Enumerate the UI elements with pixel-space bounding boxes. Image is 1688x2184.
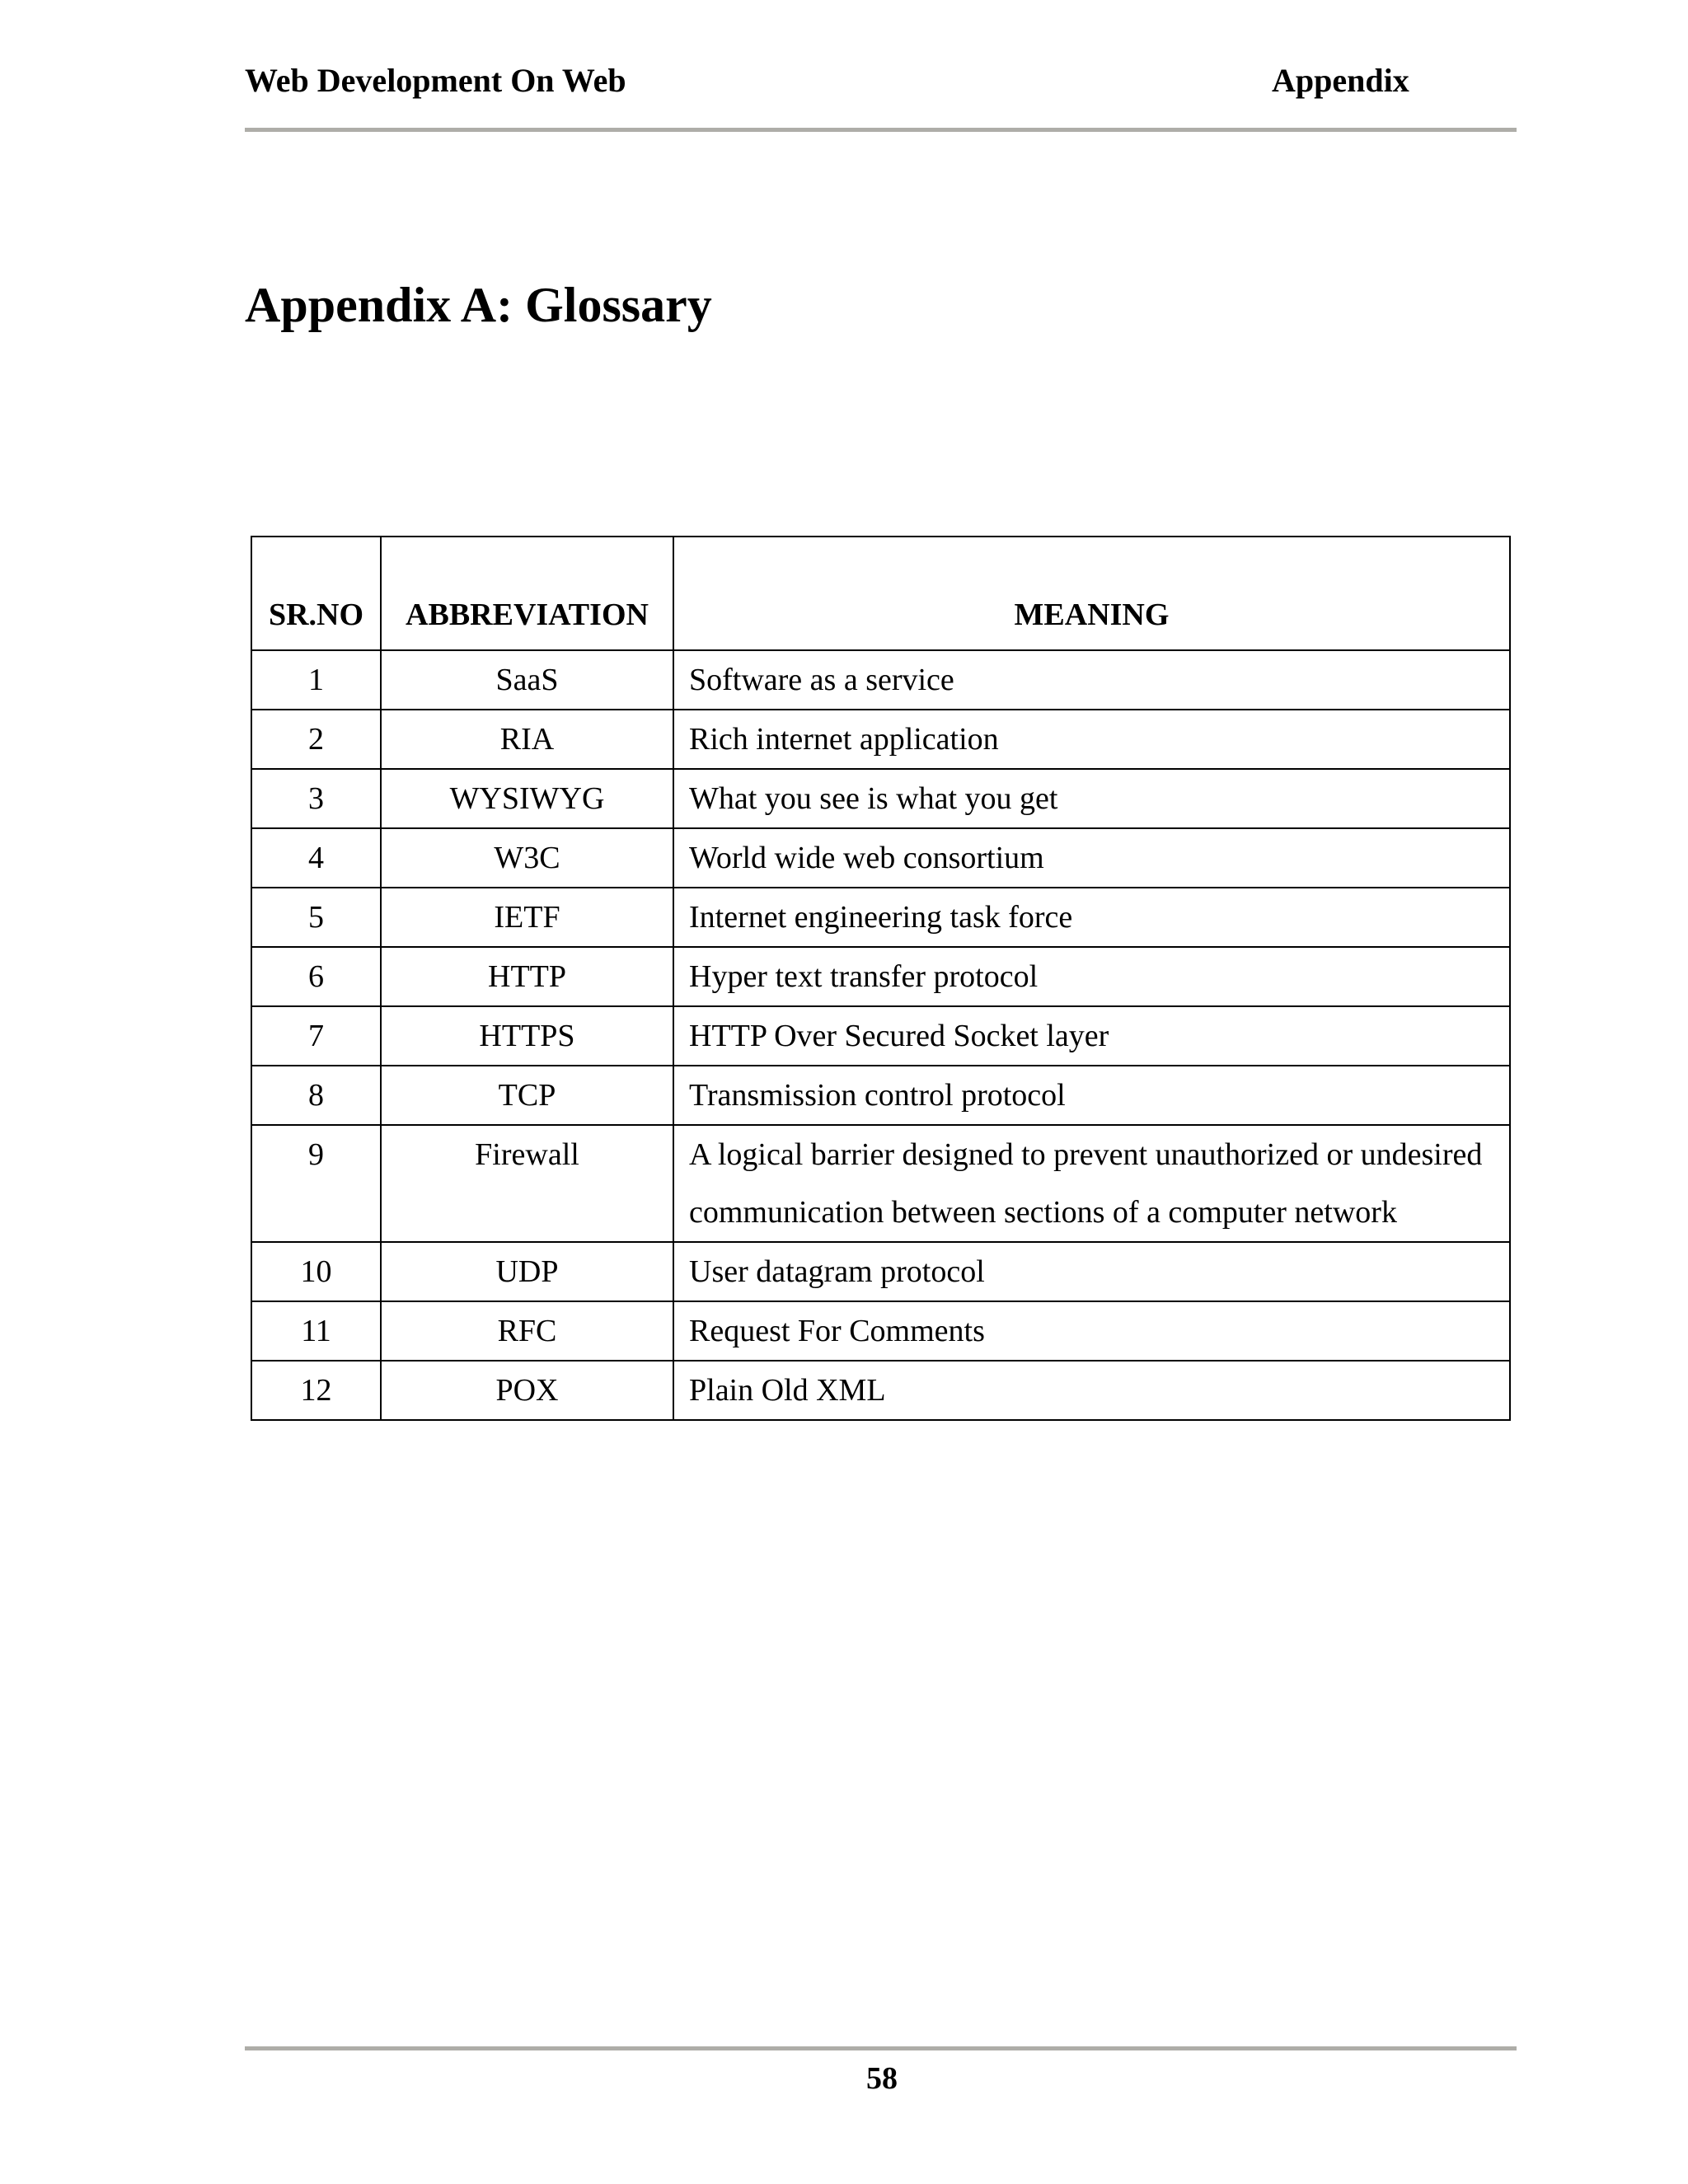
table-row: [251, 1301, 1510, 1361]
meaning-cell: Transmission control protocol: [673, 1066, 1510, 1125]
running-header-section: Appendix: [1272, 62, 1409, 99]
meaning-cell: Plain Old XML: [673, 1361, 1510, 1420]
abbreviation-cell: WYSIWYG: [381, 769, 673, 828]
column-header-abbreviation: ABBREVIATION: [381, 537, 673, 650]
meaning-cell: Internet engineering task force: [673, 888, 1510, 947]
sr-no-cell: 11: [251, 1301, 381, 1361]
sr-no-cell: 12: [251, 1361, 381, 1420]
sr-no-cell: 5: [251, 888, 381, 947]
table-row: [251, 710, 1510, 769]
abbreviation-cell: RIA: [381, 710, 673, 769]
table-row: [251, 888, 1510, 947]
meaning-cell: Request For Comments: [673, 1301, 1510, 1361]
sr-no-cell: 10: [251, 1242, 381, 1301]
abbreviation-cell: TCP: [381, 1066, 673, 1125]
abbreviation-cell: HTTP: [381, 947, 673, 1006]
sr-no-cell: 3: [251, 769, 381, 828]
table-row: [251, 650, 1510, 710]
abbreviation-cell: RFC: [381, 1301, 673, 1361]
table-row: [251, 947, 1510, 1006]
glossary-table: [251, 536, 1511, 1421]
table-row: [251, 1361, 1510, 1420]
abbreviation-cell: W3C: [381, 828, 673, 888]
page-title: Appendix A: Glossary: [245, 278, 712, 332]
table-row: [251, 1125, 1510, 1242]
column-header-sr-no: SR.NO: [251, 537, 381, 650]
sr-no-cell: 6: [251, 947, 381, 1006]
abbreviation-cell: Firewall: [381, 1125, 673, 1242]
sr-no-cell: 9: [251, 1125, 381, 1242]
sr-no-cell: 4: [251, 828, 381, 888]
column-header-meaning: MEANING: [673, 537, 1510, 650]
table-row: [251, 1006, 1510, 1066]
meaning-cell: A logical barrier designed to prevent unauthorized or undesired communication between sections of a computer network: [673, 1125, 1510, 1242]
meaning-cell: HTTP Over Secured Socket layer: [673, 1006, 1510, 1066]
table-row: [251, 769, 1510, 828]
sr-no-cell: 7: [251, 1006, 381, 1066]
meaning-cell: World wide web consortium: [673, 828, 1510, 888]
abbreviation-cell: UDP: [381, 1242, 673, 1301]
table-row: [251, 1242, 1510, 1301]
running-header-title: Web Development On Web: [245, 62, 626, 99]
header-divider: [245, 128, 1517, 132]
abbreviation-cell: HTTPS: [381, 1006, 673, 1066]
abbreviation-cell: SaaS: [381, 650, 673, 710]
table-row: [251, 1066, 1510, 1125]
meaning-cell: Hyper text transfer protocol: [673, 947, 1510, 1006]
sr-no-cell: 1: [251, 650, 381, 710]
sr-no-cell: 8: [251, 1066, 381, 1125]
table-header-row: [251, 537, 1510, 650]
meaning-cell: Rich internet application: [673, 710, 1510, 769]
meaning-cell: User datagram protocol: [673, 1242, 1510, 1301]
table-row: [251, 828, 1510, 888]
abbreviation-cell: IETF: [381, 888, 673, 947]
page-number: 58: [866, 2061, 898, 2096]
abbreviation-cell: POX: [381, 1361, 673, 1420]
meaning-cell: Software as a service: [673, 650, 1510, 710]
sr-no-cell: 2: [251, 710, 381, 769]
meaning-cell: What you see is what you get: [673, 769, 1510, 828]
footer-divider: [245, 2046, 1517, 2050]
